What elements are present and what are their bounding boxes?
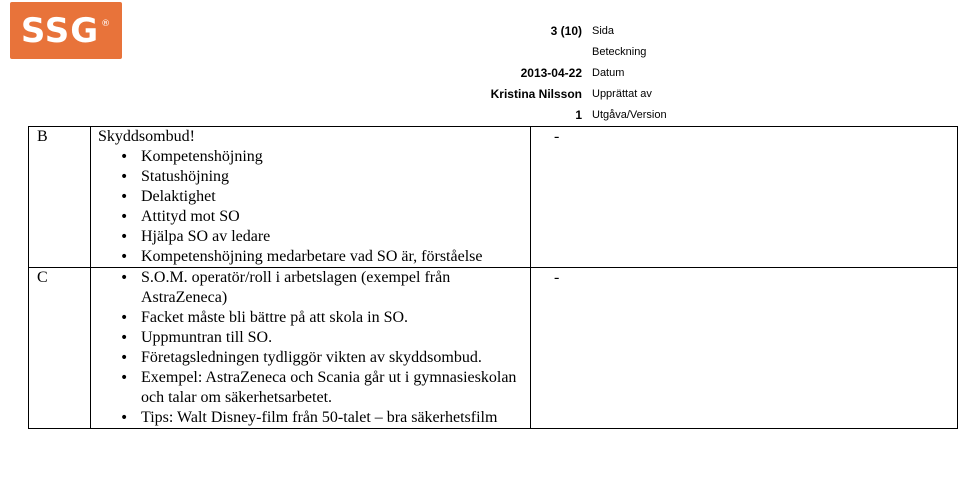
bullet-list <box>98 147 530 267</box>
bullet-list <box>98 268 530 428</box>
row-body <box>91 127 531 268</box>
page-label: Sida <box>592 25 615 37</box>
list-item: • S.O.M. operatör/roll i arbetslagen (exempel från AstraZeneca) <box>98 268 530 308</box>
row-code: B <box>29 127 91 268</box>
logo-text: SSG <box>20 10 100 51</box>
row-heading: Skyddsombud! <box>98 128 195 145</box>
list-item: • Uppmuntran till SO. <box>98 328 530 348</box>
row-note: - <box>531 127 958 268</box>
list-item: • Facket måste bli bättre på att skola in SO. <box>98 308 530 328</box>
registered-mark: ® <box>101 18 112 29</box>
list-item: • Delaktighet <box>98 187 530 207</box>
row-note: - <box>531 268 958 429</box>
page-number: 3 (10) <box>550 24 582 38</box>
list-item: • Kompetenshöjning <box>98 147 530 167</box>
date-value: 2013-04-22 <box>520 66 582 80</box>
row-code: C <box>29 268 91 429</box>
list-item: • Kompetenshöjning medarbetare vad SO är, förståelse <box>98 247 530 267</box>
version-label: Utgåva/Version <box>592 109 667 121</box>
author-value: Kristina Nilsson <box>490 87 582 101</box>
ssg-logo <box>10 2 122 59</box>
row-body <box>91 268 531 429</box>
list-item: • Hjälpa SO av ledare <box>98 227 530 247</box>
version-value: 1 <box>575 108 582 122</box>
table-row <box>29 268 958 429</box>
date-label: Datum <box>592 67 625 79</box>
list-item: • Exempel: AstraZeneca och Scania går ut i gymnasieskolan och talar om säkerhetsarbetet. <box>98 368 530 408</box>
list-item: • Tips: Walt Disney-film från 50-talet – bra säkerhetsfilm <box>98 408 530 428</box>
list-item: • Statushöjning <box>98 167 530 187</box>
content-table <box>28 126 958 429</box>
table-row <box>29 127 958 268</box>
author-label: Upprättat av <box>592 88 652 100</box>
designation-label: Beteckning <box>592 46 647 58</box>
list-item: • Företagsledningen tydliggör vikten av skyddsombud. <box>98 348 530 368</box>
list-item: • Attityd mot SO <box>98 207 530 227</box>
